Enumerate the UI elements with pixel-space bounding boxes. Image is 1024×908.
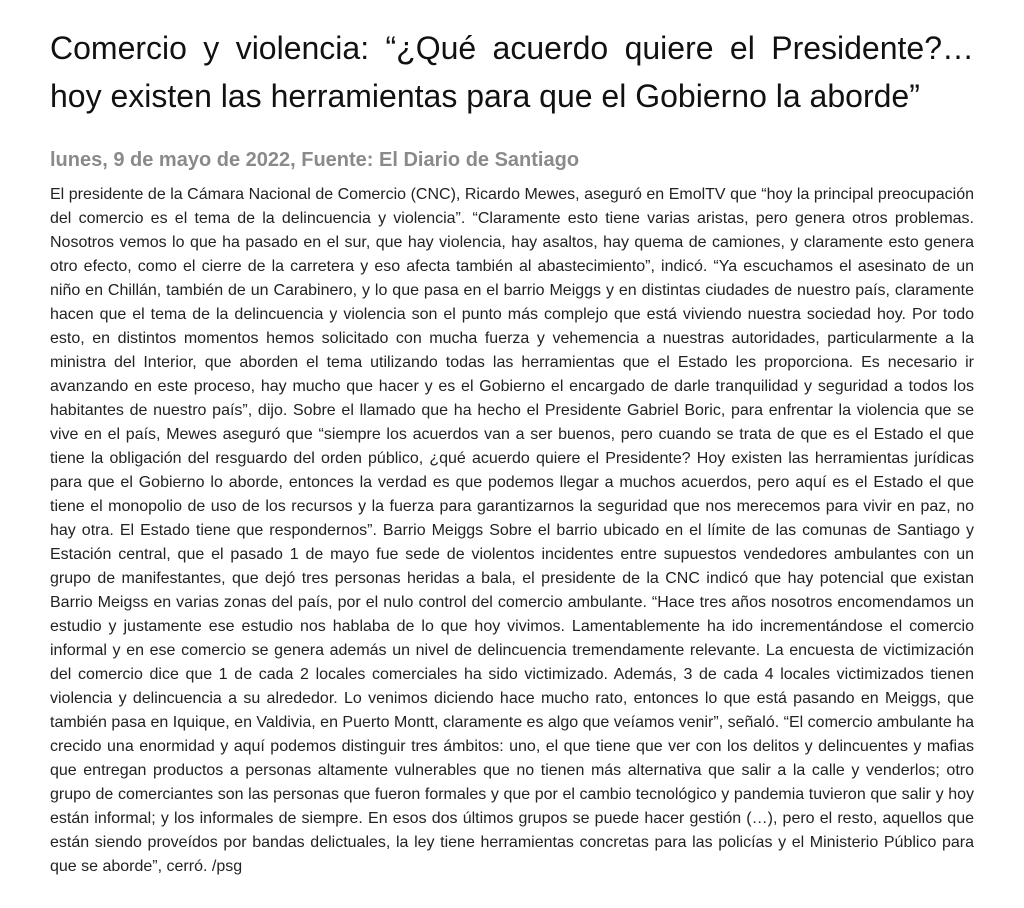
article-headline: Comercio y violencia: “¿Qué acuerdo quiere el Presidente?… hoy existen las herramientas para que el Gobierno la aborde” bbox=[50, 30, 974, 114]
news-article bbox=[50, 24, 974, 879]
article-body: El presidente de la Cámara Nacional de Comercio (CNC), Ricardo Mewes, aseguró en EmolTV que “hoy la principal preocupación del comercio es el tema de la delincuencia y violencia”. “Claramente esto tiene varias aristas, pero genera otros problemas. Nosotros vemos lo que ha pasado en el sur, que hay violencia, hay asaltos, hay quema de camiones, y claramente esto genera otro efecto, como el cierre de la carretera y eso afecta también al abastecimiento”, indicó. “Ya escuchamos el asesinato de un niño en Chillán, también de un Carabinero, y lo que pasa en el barrio Meiggs y en distintas ciudades de nuestro país, claramente hacen que el tema de la delincuencia y violencia son el punto más complejo que está viviendo nuestra sociedad hoy. Por todo esto, en distintos momentos hemos solicitado con mucha fuerza y vehemencia a nuestras autoridades, particularmente a la ministra del Interior, que aborden el tema utilizando todas las herramientas que el Estado les proporciona. Es necesario ir avanzando en este proceso, hay mucho que hacer y es el Gobierno el encargado de darle tranquilidad y seguridad a todos los habitantes de nuestro país”, dijo. Sobre el llamado que ha hecho el Presidente Gabriel Boric, para enfrentar la violencia que se vive en el país, Mewes aseguró que “siempre los acuerdos van a ser buenos, pero cuando se trata de que es el Estado el que tiene la obligación del resguardo del orden público, ¿qué acuerdo quiere el Presidente? Hoy existen las herramientas jurídicas para que el Gobierno lo aborde, entonces la verdad es que podemos llegar a muchos acuerdos, pero aquí es el Estado el que tiene el monopolio de uso de los recursos y la fuerza para garantizarnos la seguridad que nos merecemos para vivir en paz, no hay otra. El Estado tiene que respondernos”. Barrio Meiggs Sobre el barrio ubicado en el límite de las comunas de Santiago y Estación central, que el pasado 1 de mayo fue sede de violentos incidentes entre supuestos vendedores ambulantes con un grupo de manifestantes, que dejó tres personas heridas a bala, el presidente de la CNC indicó que hay potencial que existan Barrio Meigss en varias zonas del país, por el nulo control del comercio ambulante. “Hace tres años nosotros encomendamos un estudio y justamente ese estudio nos hablaba de lo que hoy vivimos. Lamentablemente ha ido incrementándose el comercio informal y en ese comercio se genera además un nivel de delincuencia tremendamente relevante. La encuesta de victimización del comercio dice que 1 de cada 2 locales comerciales ha sido victimizado. Además, 3 de cada 4 locales victimizados tienen violencia y delincuencia a su alrededor. Lo venimos diciendo hace mucho rato, entonces lo que está pasando en Meiggs, que también pasa en Iquique, en Valdivia, en Puerto Montt, claramente es algo que veíamos venir”, señaló. “El comercio ambulante ha crecido una enormidad y aquí podemos distinguir tres ámbitos: uno, el que tiene que ver con los delitos y delincuentes y mafias que entregan productos a personas altamente vulnerables que no tienen más alternativa que salir a la calle y venderlos; otro grupo de comerciantes son las personas que fueron formales y que por el cambio tecnológico y pandemia tuvieron que salir y hoy están informal; y los informales de siempre. En esos dos últimos grupos se puede hacer gestión (…), pero el resto, aquellos que están siendo proveídos por bandas delictuales, la ley tiene herramientas concretas para las policías y el Ministerio Público para que se aborde”, cerró. /psg bbox=[50, 186, 974, 875]
article-dateline: lunes, 9 de mayo de 2022, Fuente: El Diario de Santiago bbox=[50, 149, 580, 171]
